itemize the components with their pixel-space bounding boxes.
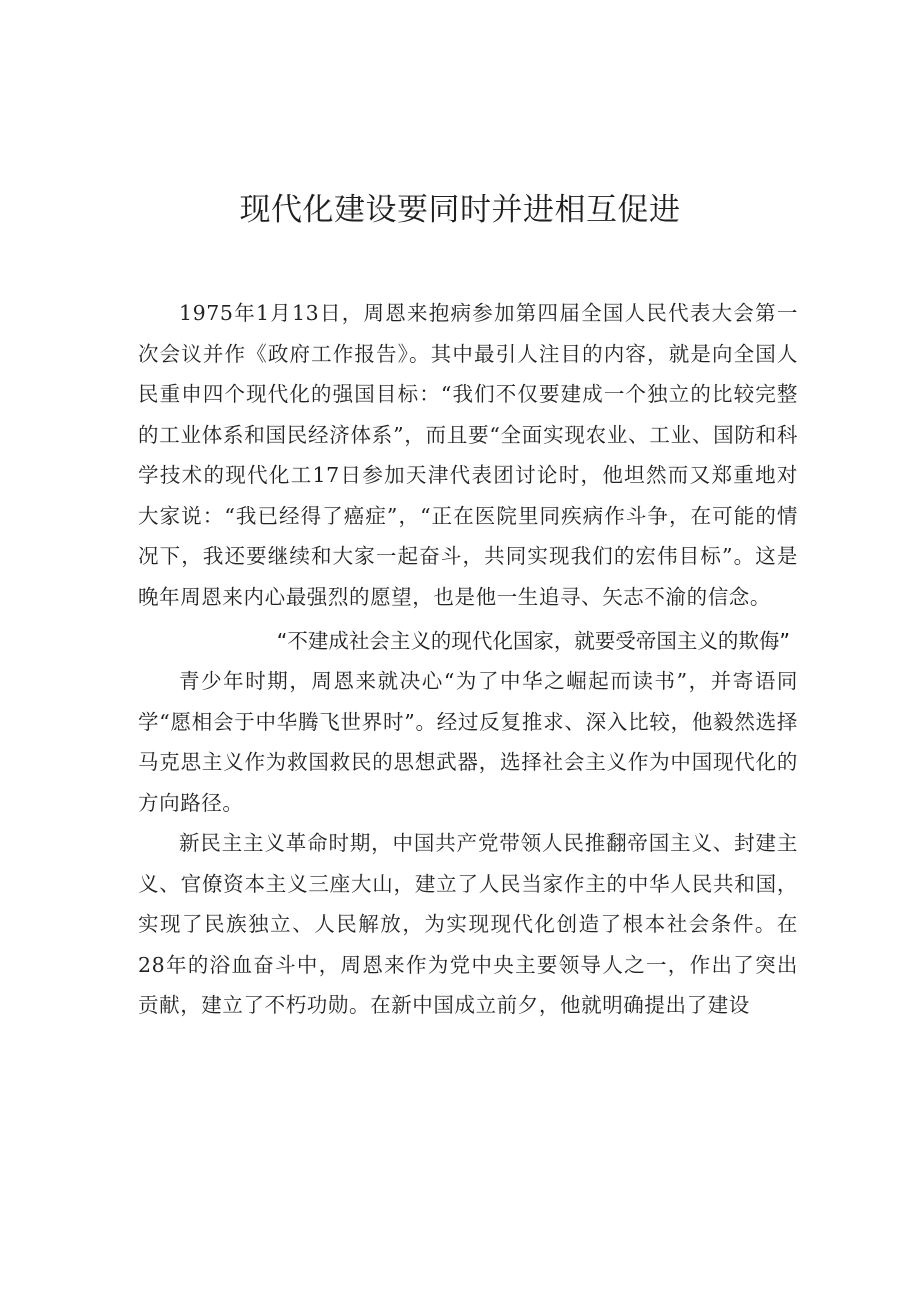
paragraph-2: 青少年时期，周恩来就决心“为了中华之崛起而读书”，并寄语同学“愿相会于中华腾飞世界时”。经过反复推求、深入比较，他毅然选择马克思主义作为救国救民的思想武器，选择社会主义作为中国现代化的方向路径。 (138, 669, 798, 815)
document-body (138, 293, 798, 1026)
paragraph-1: 1975年1月13日，周恩来抱病参加第四届全国人民代表大会第一次会议并作《政府工作报告》。其中最引人注目的内容，就是向全国人民重申四个现代化的强国目标：“我们不仅要建成一个独立的比较完整的工业体系和国民经济体系”，而且要“全面实现农业、工业、国防和科学技术的现代化工17日参加天津代表团讨论时，他坦然而又郑重地对大家说：“我已经得了癌症”，“正在医院里同疾病作斗争，在可能的情况下，我还要继续和大家一起奋斗，共同实现我们的宏伟目标”。这是晚年周恩来内心最强烈的愿望，也是他一生追寻、矢志不渝的信念。 (138, 301, 798, 609)
paragraph-3: 新民主主义革命时期，中国共产党带领人民推翻帝国主义、封建主义、官僚资本主义三座大山，建立了人民当家作主的中华人民共和国，实现了民族独立、人民解放，为实现现代化创造了根本社会条件。在28年的浴血奋斗中，周恩来作为党中央主要领导人之一，作出了突出贡献，建立了不朽功勋。在新中国成立前夕，他就明确提出了建设 (138, 831, 798, 1017)
section-heading: “不建成社会主义的现代化国家，就要受帝国主义的欺侮” (276, 629, 790, 653)
document-title: 现代化建设要同时并进相互促进 (239, 192, 681, 228)
